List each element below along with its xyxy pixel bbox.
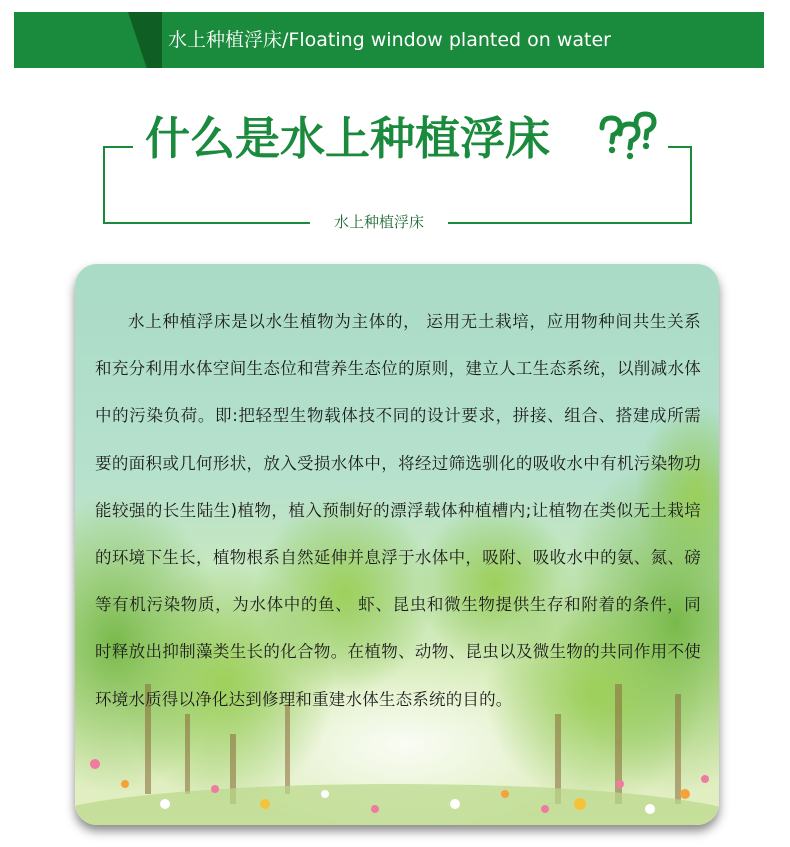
frame-line <box>103 146 133 148</box>
banner-title: 水上种植浮床/Floating window planted on water <box>168 29 611 51</box>
heading-title: 什么是水上种植浮床 <box>145 112 551 165</box>
content-card <box>75 264 719 825</box>
frame-line <box>668 146 692 148</box>
frame-line <box>448 222 692 224</box>
content-paragraph: 水上种植浮床是以水生植物为主体的， 运用无土栽培，应用物种间共生关系和充分利用水体空间生态位和营养生态位的原则，建立人工生态系统，以削减水体中的污染负荷。即:把轻型生物载体技不同的设计要求，拼接、组合、搭建成所需要的面积或几何形状，放入受损水体中，将经过筛选驯化的吸收水中有机污染物功能较强的长生陆生)植物，植入预制好的漂浮载体种植槽内;让植物在类似无土栽培的环境下生长，植物根系自然延伸并息浮于水体中，吸附、吸收水中的氨、氮、磅等有机污染物质，为水体中的鱼、 虾、昆虫和微生物提供生存和附着的条件，同时释放出抑制藻类生长的化合物。在植物、动物、昆虫以及微生物的共同作用不使环境水质得以净化达到修理和重建水体生态系统的目的。 <box>95 312 701 709</box>
content-text <box>95 298 701 723</box>
frame-line <box>690 146 692 224</box>
frame-line <box>103 146 105 224</box>
question-marks-icon <box>596 110 660 166</box>
section-subtitle: 水上种植浮床 <box>312 206 446 238</box>
frame-line <box>103 222 310 224</box>
section-heading <box>135 108 665 170</box>
